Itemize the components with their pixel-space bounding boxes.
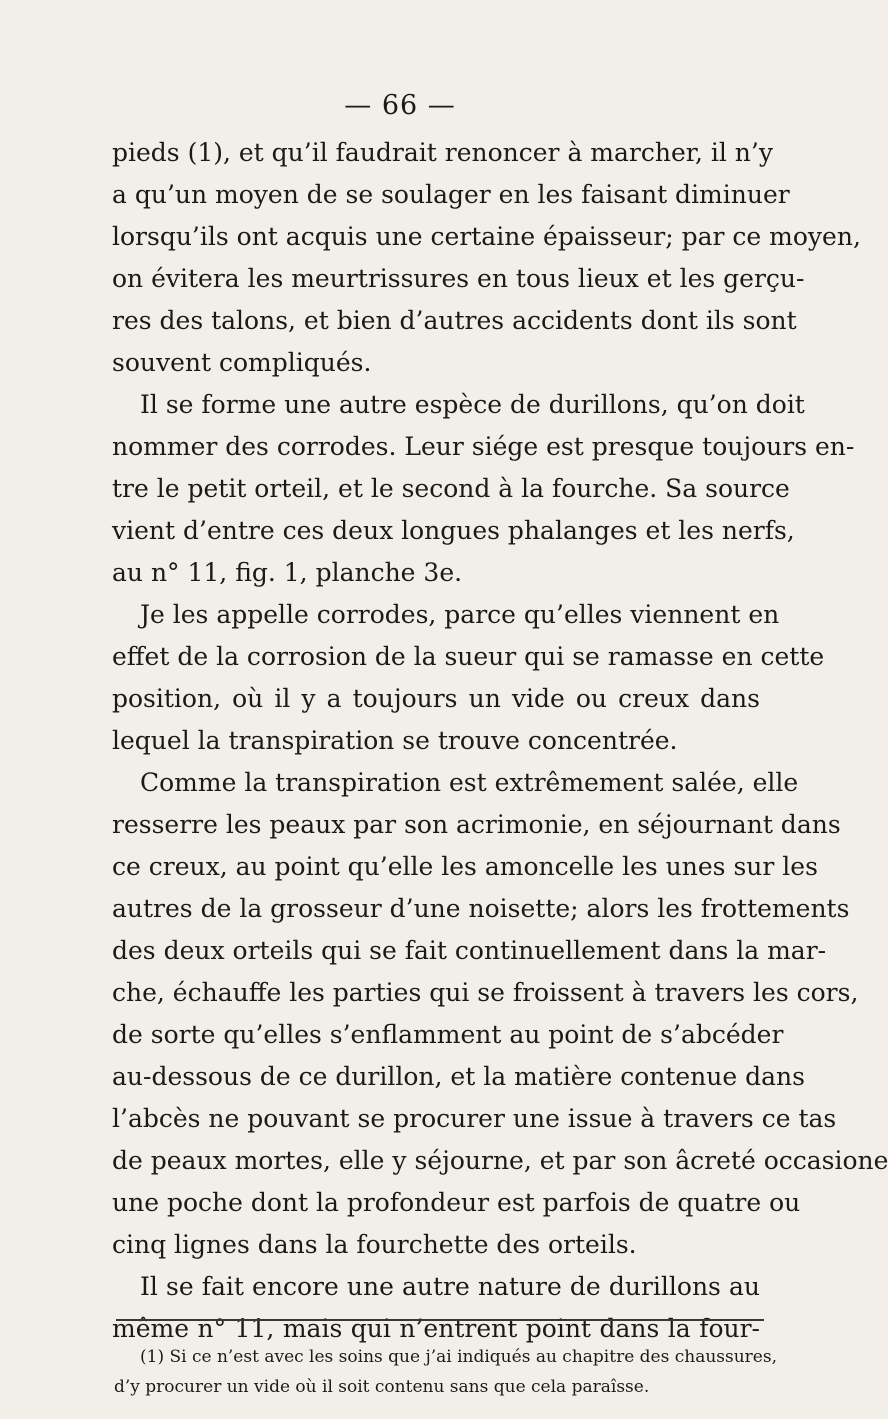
text-line: pieds (1), et qu’il faudrait renoncer à marcher, il n’y: [112, 138, 773, 167]
text-line: Il se forme une autre espèce de durillons, qu’on doit: [140, 390, 805, 419]
text-line: l’abcès ne pouvant se procurer une issue à travers ce tas: [112, 1104, 837, 1133]
text-line: autres de la grosseur d’une noisette; alors les frottements: [112, 894, 850, 923]
page-number: — 66 —: [344, 90, 456, 121]
text-line: a qu’un moyen de se soulager en les faisant diminuer: [112, 180, 790, 209]
text-line: ce creux, au point qu’elle les amoncelle les unes sur les: [112, 852, 818, 881]
text-line: position, où il y a toujours un vide ou creux dans: [112, 684, 760, 713]
text-line: Je les appelle corrodes, parce qu’elles viennent en: [140, 600, 780, 629]
text-line: res des talons, et bien d’autres accidents dont ils sont: [112, 306, 797, 335]
footnote-line: (1) Si ce n’est avec les soins que j’ai indiqués au chapitre des chaussures,: [140, 1347, 777, 1367]
text-line: on évitera les meurtrissures en tous lieux et les gerçu-: [112, 264, 805, 293]
text-line: Il se fait encore une autre nature de durillons au: [140, 1272, 760, 1301]
text-line: au-dessous de ce durillon, et la matière contenue dans: [112, 1062, 805, 1091]
text-line: au n° 11, fig. 1, planche 3e.: [112, 558, 463, 587]
text-line: tre le petit orteil, et le second à la fourche. Sa source: [112, 474, 790, 503]
text-line: lorsqu’ils ont acquis une certaine épaisseur; par ce moyen,: [112, 222, 861, 251]
body-text: [112, 132, 888, 1350]
text-line: lequel la transpiration se trouve concentrée.: [112, 726, 678, 755]
text-line: vient d’entre ces deux longues phalanges et les nerfs,: [112, 516, 795, 545]
footnote: [114, 1342, 777, 1402]
text-line: che, échauffe les parties qui se froissent à travers les cors,: [112, 978, 859, 1007]
text-line: même n° 11, mais qui n’entrent point dans la four-: [112, 1314, 760, 1343]
text-line: des deux orteils qui se fait continuellement dans la mar-: [112, 936, 827, 965]
footnote-divider: [116, 1319, 764, 1321]
text-line: souvent compliqués.: [112, 348, 372, 377]
text-line: resserre les peaux par son acrimonie, en séjournant dans: [112, 810, 841, 839]
text-line: de sorte qu’elles s’enflamment au point de s’abcéder: [112, 1020, 784, 1049]
text-line: cinq lignes dans la fourchette des orteils.: [112, 1230, 637, 1259]
text-line: de peaux mortes, elle y séjourne, et par son âcreté occasione: [112, 1146, 888, 1175]
text-line: nommer des corrodes. Leur siége est presque toujours en-: [112, 432, 855, 461]
footnote-line: d’y procurer un vide où il soit contenu sans que cela paraîsse.: [114, 1377, 650, 1397]
text-line: une poche dont la profondeur est parfois de quatre ou: [112, 1188, 801, 1217]
text-line: Comme la transpiration est extrêmement salée, elle: [140, 768, 799, 797]
text-line: effet de la corrosion de la sueur qui se ramasse en cette: [112, 642, 825, 671]
